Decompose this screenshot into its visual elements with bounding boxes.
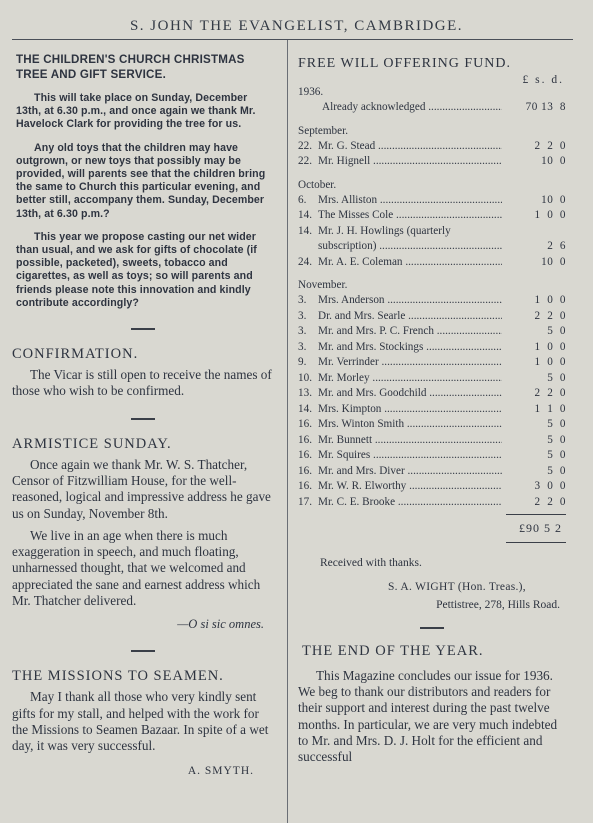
donation-row: [298, 309, 566, 325]
donation-day: 22.: [298, 139, 312, 152]
donor-name: Mr. Verrinder .....: [318, 355, 502, 371]
missions-heading: THE MISSIONS TO SEAMEN.: [12, 668, 224, 685]
section-separator: [131, 328, 155, 330]
donation-day: 22.: [298, 155, 312, 167]
total-rule: [506, 542, 566, 543]
donor-name: Mr. Bunnett .....: [318, 433, 502, 449]
donation-row: [298, 464, 566, 480]
donor-name: Mr. A. E. Coleman .....: [318, 255, 502, 271]
donor-name: Mrs. Winton Smith .....: [318, 417, 502, 433]
currency-header: £ s. d.: [522, 74, 564, 86]
month-heading: November.: [298, 279, 348, 291]
armistice-quote: —O si sic omnes.: [177, 617, 264, 632]
donation-day: 24.: [298, 255, 312, 268]
month-heading: October.: [298, 178, 337, 191]
donation-amount: 3 0 0: [534, 480, 566, 492]
donation-day: 16.: [298, 480, 312, 492]
donation-row: [298, 293, 566, 309]
donation-amount: 1 0 0: [534, 356, 566, 368]
donor-name: Mrs. Kimpton .....: [318, 402, 502, 418]
christmas-heading: THE CHILDREN'S CHURCH CHRISTMAS TREE AND GIFT SERVICE.: [16, 53, 245, 81]
donation-day: [298, 239, 318, 255]
donation-day: 3.: [298, 340, 307, 353]
acknowledged-label: Already acknowledged .....: [322, 100, 502, 116]
donation-day: 16.: [298, 433, 312, 446]
donation-row: [298, 371, 566, 387]
donation-row: [298, 224, 566, 240]
fund-months: [298, 125, 566, 511]
acknowledged-amount: 70 13 8: [525, 101, 566, 113]
donation-day: 9.: [298, 356, 307, 368]
donation-row: [298, 355, 566, 371]
donor-name: Mr. G. Stead .....: [318, 139, 502, 155]
donor-name: Mrs. Alliston .....: [318, 193, 502, 209]
left-column: [12, 52, 274, 777]
donation-row: [298, 433, 566, 449]
donation-day: 3.: [298, 325, 307, 337]
column-divider: [287, 40, 288, 823]
armistice-heading: ARMISTICE SUNDAY.: [12, 435, 172, 452]
section-separator: [131, 418, 155, 420]
christmas-paragraph-1: This will take place on Sunday, December 13th, at 6.30 p.m., and once again we thank Mr. Havelock Clark for providing the tree for us.: [16, 92, 256, 131]
donation-day: 10.: [298, 371, 312, 384]
donation-amount: 1 0 0: [534, 209, 566, 221]
end-of-year-heading: THE END OF THE YEAR.: [302, 643, 484, 659]
christmas-paragraph-2: Any old toys that the children may have outgrown, or new toys that possibly may be provided, will parents see that the children bring the same to Church this particular evening, and better still, accompany them. Sunday, December 13th, at 6.30 p.m.?: [16, 141, 266, 220]
section-separator: [420, 627, 444, 629]
header-rule: [12, 39, 573, 40]
donor-name: Mr. C. E. Brooke .....: [318, 495, 502, 511]
donation-day: 14.: [298, 402, 312, 415]
donor-name: Mr. J. H. Howlings (quarterly: [318, 224, 451, 237]
donation-row: [298, 193, 566, 209]
donation-amount: 10 0: [541, 155, 566, 167]
donation-row: [298, 239, 566, 255]
confirmation-paragraph: The Vicar is still open to receive the names of those who wish to be confirmed.: [12, 367, 272, 399]
donor-name: Mr. Squires .....: [318, 448, 502, 464]
donation-day: 14.: [298, 209, 312, 221]
donation-amount: 2 6: [547, 240, 566, 252]
donation-day: 14.: [298, 224, 312, 237]
donation-amount: 2 2 0: [534, 139, 566, 152]
total-rule: [506, 514, 566, 515]
donation-amount: 1 0 0: [534, 294, 566, 306]
fund-title: FREE WILL OFFERING FUND.: [298, 56, 512, 71]
donor-name: Mr. and Mrs. Goodchild .....: [318, 386, 502, 402]
right-column: [298, 52, 566, 765]
missions-paragraph: May I thank all those who very kindly sent gifts for my stall, and helped with the work for the Missions to Seamen Bazaar. In spite of a wet day, it was very successful.: [12, 689, 269, 754]
donation-amount: 5 0: [547, 449, 566, 461]
donation-row: [298, 139, 566, 155]
donation-amount: 5 0: [547, 418, 566, 430]
donation-day: 3.: [298, 309, 307, 322]
donation-row: [298, 448, 566, 464]
fund-year: 1936.: [298, 86, 324, 98]
donation-amount: 5 0: [547, 371, 566, 384]
donation-day: 16.: [298, 418, 312, 430]
donor-name: Mr. W. R. Elworthy .....: [318, 479, 502, 495]
donation-amount: 2 2 0: [534, 387, 566, 399]
donor-name: Mr. Hignell .....: [318, 154, 502, 170]
section-separator: [131, 650, 155, 652]
armistice-paragraph-2: We live in an age when there is much exaggeration in speech, and much floating, unharnessed thought, that we welcomed and appreciated the sane and earnest address which Mr. Thatcher delivered.: [12, 527, 261, 609]
donor-name: Mr. and Mrs. Stockings .....: [318, 340, 502, 356]
donation-amount: [502, 224, 566, 240]
donor-name: Mr. Morley .....: [318, 371, 502, 387]
donation-row: [298, 324, 566, 340]
donation-row: [298, 386, 566, 402]
donation-amount: 5 0: [547, 464, 566, 477]
donation-day: 16.: [298, 449, 312, 461]
armistice-paragraph-1: Once again we thank Mr. W. S. Thatcher, Censor of Fitzwilliam House, for the well-reasoned, logical and impressive address he gave us on Sunday, November 8th.: [12, 456, 271, 521]
donor-name: Dr. and Mrs. Searle .....: [318, 309, 502, 325]
donor-name: The Misses Cole .....: [318, 208, 502, 224]
donation-row: [298, 340, 566, 356]
donor-name: subscription) .....: [318, 239, 502, 255]
fund-total: £90 5 2: [519, 521, 562, 535]
donation-amount: 10 0: [541, 255, 566, 268]
donation-amount: 1 0 0: [534, 340, 566, 353]
donation-row: [298, 255, 566, 271]
end-of-year-paragraph: This Magazine concludes our issue for 1936. We beg to thank our distributors and readers for their support and interest during the past twelve months. In particular, we are very much indebted to Mr. and Mrs. D. J. Holt for the efficient and successful: [298, 668, 558, 765]
treasurer-name: S. A. WIGHT (Hon. Treas.),: [387, 581, 526, 593]
donation-day: 17.: [298, 495, 312, 508]
donation-amount: 5 0: [547, 433, 566, 446]
donation-day: 3.: [298, 294, 307, 306]
donor-name: Mr. and Mrs. P. C. French .....: [318, 324, 502, 340]
donor-name: Mr. and Mrs. Diver .....: [318, 464, 502, 480]
donation-row: [298, 154, 566, 170]
donation-row: [298, 208, 566, 224]
donation-day: 6.: [298, 193, 307, 206]
donation-row: [298, 495, 566, 511]
donation-amount: 10 0: [541, 193, 566, 206]
donation-row: [298, 402, 566, 418]
donation-amount: 1 1 0: [534, 402, 566, 415]
donation-day: 16.: [298, 464, 312, 477]
donation-row: [298, 417, 566, 433]
treasurer-address: Pettistree, 278, Hills Road.: [436, 599, 560, 611]
donation-amount: 2 2 0: [534, 309, 566, 322]
page-header: S. JOHN THE EVANGELIST, CAMBRIDGE.: [129, 18, 464, 34]
christmas-paragraph-3: This year we propose casting our net wider than usual, and we ask for gifts of chocolate (if possible, packeted), sweets, tobacco and cigarettes, as well as toys; so will parents and friends please note this innovation and kindly contribute accordingly?: [16, 230, 257, 309]
donation-day: 13.: [298, 387, 312, 399]
acknowledged-row: [298, 100, 566, 116]
missions-signature: A. SMYTH.: [187, 764, 254, 777]
donation-row: [298, 479, 566, 495]
donation-amount: 5 0: [547, 325, 566, 337]
donation-amount: 2 2 0: [534, 495, 566, 508]
confirmation-heading: CONFIRMATION.: [12, 346, 139, 363]
month-heading: September.: [298, 124, 349, 137]
received-note: Received with thanks.: [320, 557, 422, 569]
donor-name: Mrs. Anderson .....: [318, 293, 502, 309]
